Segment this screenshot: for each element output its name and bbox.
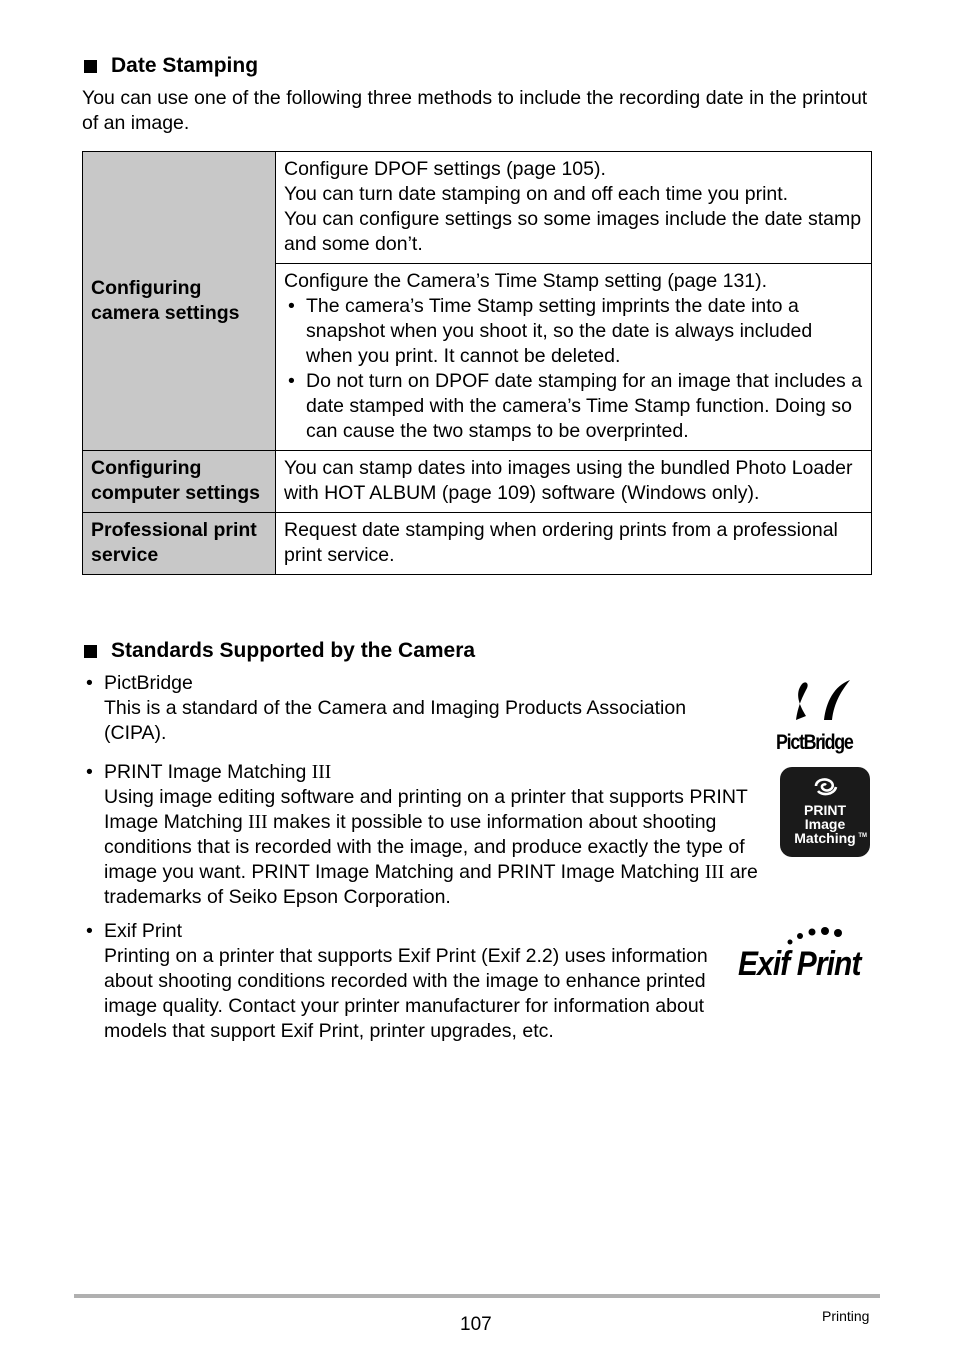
pictbridge-title: PictBridge	[104, 672, 193, 694]
pim-logo-line	[780, 831, 870, 845]
time-stamp-lead: Configure the Camera’s Time Stamp setting (page 131).	[284, 270, 768, 292]
pim-desc-part: Using image editing software and printing on a printer that supports PRINT Image Matching	[104, 786, 748, 833]
dpof-line: Configure DPOF settings (page 105).	[284, 158, 606, 180]
time-stamp-cell	[276, 264, 872, 451]
time-stamp-notes	[284, 294, 863, 444]
pictbridge-mark-icon	[776, 676, 872, 724]
pim-roman: III	[311, 762, 332, 783]
row-label-print-service: Professional print service	[83, 513, 276, 575]
pim-desc	[104, 785, 794, 910]
page-number: 107	[460, 1314, 492, 1335]
pim-roman: III	[704, 862, 725, 883]
row-label-computer-settings: Configuring computer settings	[83, 451, 276, 513]
footer-divider	[74, 1294, 880, 1298]
pictbridge-logo-icon	[776, 676, 872, 754]
pim-logo-tm: TM	[858, 833, 867, 839]
date-stamping-title: Date Stamping	[111, 54, 259, 77]
dpof-line: You can turn date stamping on and off each time you print.	[284, 183, 789, 205]
section-name: Printing	[822, 1308, 870, 1324]
pim-desc-part: makes it possible to use information about shooting conditions that is recorded with the image, and produce exactly the type of image you want. PRINT Image Matching and PRINT Image Matching	[104, 811, 745, 883]
computer-settings-cell: You can stamp dates into images using the bundled Photo Loader with HOT ALBUM (page 109) software (Windows only).	[276, 451, 872, 513]
pim-roman: III	[248, 812, 268, 833]
pim-logo-line-text: Matching	[794, 830, 856, 846]
date-stamping-intro: You can use one of the following three methods to include the recording date in the printout of an image.	[82, 87, 868, 134]
pim-swirl-icon	[810, 775, 840, 797]
date-stamping-heading	[84, 54, 258, 78]
bullet-icon: •	[86, 920, 93, 942]
standards-title: Standards Supported by the Camera	[111, 639, 476, 662]
list-item: • The camera’s Time Stamp setting imprints the date into a snapshot when you shoot it, so the date is always included when you print. It cannot be deleted.	[284, 294, 863, 369]
exif-print-logo-icon	[738, 924, 872, 986]
pim-logo-icon	[780, 767, 870, 857]
exif-desc	[104, 944, 804, 1044]
square-bullet-icon	[84, 645, 97, 658]
bullet-icon: •	[86, 672, 93, 694]
pim-title	[104, 760, 331, 785]
list-item: • Do not turn on DPOF date stamping for an image that includes a date stamped with the camera’s Time Stamp function. Doing so can cause the two stamps to be overprinted.	[284, 369, 863, 444]
table-row	[83, 152, 872, 264]
pim-title-text: PRINT Image Matching	[104, 761, 307, 783]
exif-print-logo-text: Exif Print	[738, 945, 861, 983]
standards-heading	[84, 639, 475, 663]
date-stamping-table	[82, 151, 872, 575]
pim-desc-part: are trademarks of Seiko Epson Corporation.	[104, 861, 758, 908]
exif-dots-icon	[738, 924, 872, 946]
row-label-camera-settings: Configuring camera settings	[83, 152, 276, 451]
pictbridge-logo-text: PictBridge	[776, 731, 853, 754]
pim-logo-line: PRINT	[804, 802, 846, 818]
table-row	[83, 513, 872, 575]
print-service-cell: Request date stamping when ordering prints from a professional print service.	[276, 513, 872, 575]
exif-desc-text: Printing on a printer that supports Exif Print (Exif 2.2) uses information about shooting conditions recorded with the image to enhance printed image quality. Contact your printer manufacturer for information about models that support Exif Print, printer upgrades, etc.	[104, 945, 708, 1042]
table-row	[83, 451, 872, 513]
dpof-line: You can configure settings so some images include the date stamp and some don’t.	[284, 208, 862, 255]
bullet-icon: •	[86, 761, 93, 783]
exif-title: Exif Print	[104, 920, 183, 942]
square-bullet-icon	[84, 60, 97, 73]
pim-logo-line: Image	[804, 816, 846, 832]
pictbridge-desc: This is a standard of the Camera and Imaging Products Association (CIPA).	[104, 697, 687, 744]
dpof-cell	[276, 152, 872, 264]
